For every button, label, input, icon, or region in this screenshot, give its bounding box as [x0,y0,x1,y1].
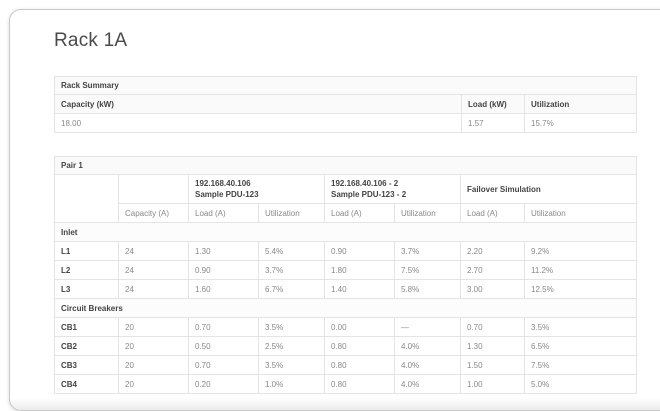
table-row [55,337,637,356]
table-cell: 20 [119,337,189,356]
table-cell: 1.00 [461,375,525,394]
inlet-section-row [55,223,637,242]
rack-summary-table [54,76,637,133]
subheader-cell: Utilization [395,204,461,223]
page-title: Rack 1A [54,30,128,51]
table-cell: 1.80 [325,261,395,280]
table-cell: 4.0% [395,375,461,394]
subheader-cell: Load (A) [461,204,525,223]
table-cell: 1.60 [189,280,259,299]
table-cell: 3.7% [395,242,461,261]
table-cell: 1.30 [461,337,525,356]
table-cell: 4.0% [395,356,461,375]
pdu1-name: Sample PDU-123 [195,190,259,199]
breakers-section-row [55,299,637,318]
row-label: CB1 [55,318,119,337]
table-cell: 0.20 [189,375,259,394]
table-cell: 5.0% [525,375,637,394]
table-cell: — [395,318,461,337]
table-row [55,318,637,337]
table-cell: 12.5% [525,280,637,299]
subheader-cell: Utilization [259,204,325,223]
table-cell: 20 [119,375,189,394]
table-cell: 9.2% [525,242,637,261]
table-cell: 0.80 [325,356,395,375]
row-label: CB4 [55,375,119,394]
subheader-row [55,204,637,223]
table-cell: 3.7% [259,261,325,280]
pdu2-header [325,175,461,204]
table-cell: 3.5% [259,356,325,375]
table-cell: 1.40 [325,280,395,299]
table-row [55,242,637,261]
table-cell: 6.7% [259,280,325,299]
table-row [55,356,637,375]
failover-header: Failover Simulation [461,175,637,204]
subheader-cell: Utilization [525,204,637,223]
table-cell: 1.50 [461,356,525,375]
load-value: 1.57 [462,114,525,133]
utilization-header: Utilization [525,95,637,114]
pdu2-ip: 192.168.40.106 - 2 [331,179,399,188]
bottom-fade [10,398,660,410]
table-cell: 0.80 [325,337,395,356]
summary-header-row [55,95,637,114]
table-cell: 2.70 [461,261,525,280]
table-cell: 2.20 [461,242,525,261]
table-cell: 24 [119,280,189,299]
table-cell: 0.70 [189,318,259,337]
pair-caption: Pair 1 [55,157,637,175]
table-cell: 3.00 [461,280,525,299]
inlet-rows [55,242,637,299]
row-label: L3 [55,280,119,299]
table-cell: 0.70 [189,356,259,375]
pdu1-ip: 192.168.40.106 [195,179,251,188]
subheader-cell: Load (A) [325,204,395,223]
table-cell: 11.2% [525,261,637,280]
blank-header-cell [55,175,119,223]
table-cell: 0.70 [461,318,525,337]
utilization-value: 15.7% [525,114,637,133]
pair-caption-row [55,157,637,175]
table-cell: 1.0% [259,375,325,394]
row-label: CB3 [55,356,119,375]
table-cell: 1.30 [189,242,259,261]
table-row [55,261,637,280]
table-cell: 2.5% [259,337,325,356]
table-cell: 5.8% [395,280,461,299]
table-cell: 20 [119,356,189,375]
table-cell: 24 [119,261,189,280]
subheader-cell: Capacity (A) [119,204,189,223]
table-cell: 7.5% [395,261,461,280]
pdu-header-row [55,175,637,204]
table-cell: 4.0% [395,337,461,356]
pdu1-header [189,175,325,204]
row-label: L1 [55,242,119,261]
table-row [55,375,637,394]
table-cell: 0.80 [325,375,395,394]
row-label: CB2 [55,337,119,356]
table-cell: 0.50 [189,337,259,356]
blank-header-cell [119,175,189,204]
load-header: Load (kW) [462,95,525,114]
table-row [55,280,637,299]
table-cell: 5.4% [259,242,325,261]
table-cell: 0.90 [189,261,259,280]
breaker-rows [55,318,637,394]
summary-caption-row [55,77,637,95]
table-cell: 0.90 [325,242,395,261]
pair-table [54,156,637,394]
capacity-header: Capacity (kW) [55,95,462,114]
window-frame [9,9,660,411]
summary-caption: Rack Summary [55,77,637,95]
capacity-value: 18.00 [55,114,462,133]
summary-value-row [55,114,637,133]
table-cell: 6.5% [525,337,637,356]
table-cell: 3.5% [259,318,325,337]
breakers-label: Circuit Breakers [55,299,637,318]
table-cell: 7.5% [525,356,637,375]
table-cell: 0.00 [325,318,395,337]
table-cell: 3.5% [525,318,637,337]
pdu2-name: Sample PDU-123 - 2 [331,190,407,199]
table-cell: 24 [119,242,189,261]
row-label: L2 [55,261,119,280]
subheader-cell: Load (A) [189,204,259,223]
table-cell: 20 [119,318,189,337]
inlet-label: Inlet [55,223,637,242]
